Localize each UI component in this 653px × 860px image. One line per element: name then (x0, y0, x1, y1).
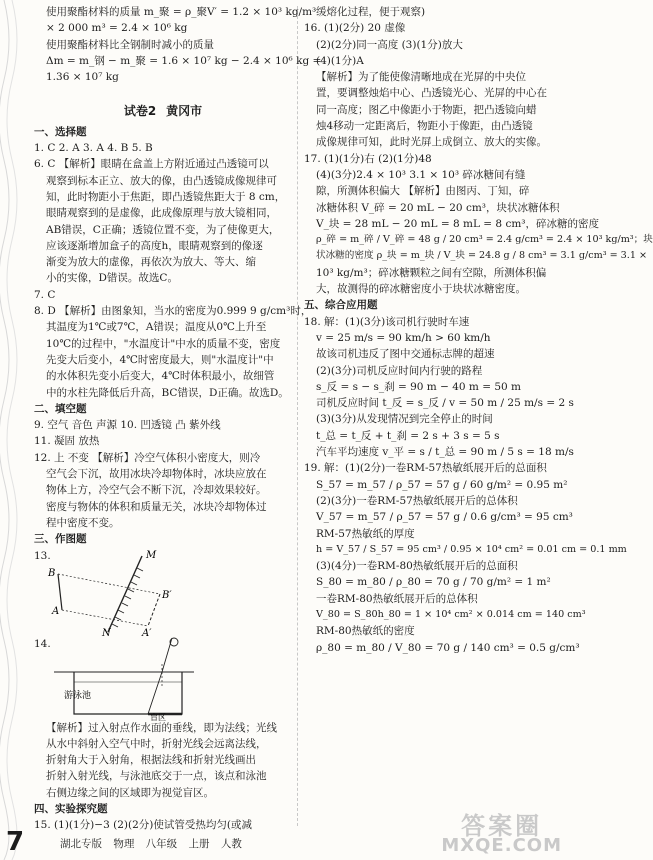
question-number: 13. (34, 549, 51, 562)
section-heading: 四、实验探究题 (34, 802, 108, 815)
question-number: 14. (34, 637, 51, 650)
answer-line: AB错误，C正确；透镜位置不变，为了使像更大， (46, 223, 280, 236)
answer-line: 程中密度不变。 (46, 516, 120, 529)
answer-line: S_57 = m_57 / ρ_57 = 57 g / 60 g/m² = 0.95 m² (316, 478, 568, 491)
intro-line: × 2 000 m³ = 2.4 × 10⁶ kg (46, 22, 188, 35)
analysis-line: 折射角大于入射角，根据法线和折射光线画出 (46, 754, 256, 767)
answer-line: 1. C 2. A 3. A 4. B 5. B (34, 142, 153, 155)
answer-line: 11. 凝固 放热 (34, 435, 100, 448)
exam-title (34, 103, 292, 119)
answer-line: s_反 = s − s_刹 = 90 m − 40 m = 50 m (316, 380, 521, 393)
answer-line: (4)(1分)A (316, 54, 364, 67)
answer-line: 成像规律可知，此时光屏上成倒立、放大的实像。 (316, 136, 547, 149)
left-column (34, 4, 322, 834)
answer-line: 应该逐渐增加盒子的高度h，眼睛观察到的像逐 (46, 239, 263, 252)
answer-line: 9. 空气 音色 声源 10. 凹透镜 凸 紫外线 (34, 419, 221, 432)
right-column (304, 4, 653, 656)
answer-line: 的水体积先变小后变大，4℃时体积最小，故细管 (46, 370, 275, 383)
section-heading: 三、作图题 (34, 533, 87, 546)
answer-line: 缓熔化过程，便于观察) (316, 6, 426, 18)
answer-line: t_总 = t_反 + t_刹 = 2 s + 3 s = 5 s (316, 429, 500, 442)
answer-line: 一卷RM-80热敏纸展开后的总体积 (316, 592, 478, 605)
answer-line: 置，要调整烛焰中心、凸透镜光心、光屏的中心在 (316, 87, 547, 100)
answer-line: 故该司机违反了图中交通标志牌的超速 (316, 348, 495, 361)
pool-diagram (34, 636, 292, 720)
figure-13 (34, 548, 292, 639)
answer-line: 知，此时物距小于焦距，即凸透镜焦距大于 8 cm， (46, 190, 286, 203)
answer-line: 先变大后变小，4℃时密度最大，则"水温度计"中 (46, 353, 274, 366)
answer-line: 16. (1)(2分) 20 虚像 (304, 22, 406, 35)
answer-line: 15. (1)(1分)−3 (2)(2分)使试管受热均匀(或减 (34, 819, 252, 832)
intro-line: 1.36 × 10⁷ kg (46, 71, 119, 84)
answer-line: 8. D 【解析】由图象知，当水的密度为0.999 9 g/cm³时， (34, 305, 312, 318)
answer-line: (3)(3分)从发现情况到完全停止的时间 (316, 413, 493, 426)
answer-line: 渐变为放大的虚像，再依次为放大、等大、缩 (46, 256, 256, 269)
answer-line: 观察到标本正立、放大的像，由凸透镜成像规律可 (46, 174, 277, 187)
answer-line: 17. (1)(1分)右 (2)(1分)48 (304, 152, 432, 165)
blind-zone-label: 盲区 (150, 712, 166, 722)
answer-line: 7. C (34, 288, 56, 301)
intro-line: 使用聚酯材料的质量 m_聚 = ρ_聚V′ = 1.2 × 10³ kg/m³ (46, 6, 317, 18)
answer-line: 物体上方，冷空气会不断下沉，冷却效果较好。 (46, 484, 267, 497)
answer-line: v = 25 m/s = 90 km/h > 60 km/h (316, 331, 491, 344)
figure-14 (34, 636, 292, 720)
answer-line: 10³ kg/m³；碎冰糖颗粒之间有空隙，所测体积偏 (316, 266, 547, 279)
column-divider (297, 6, 298, 826)
footer-meta: 湖北专版 物理 八年级 上册 人教 (60, 837, 242, 850)
answer-line: 眼睛观察到的是虚像，此成像原理与放大镜相同， (46, 207, 277, 220)
answer-line: (3)(4分)一卷RM-80热敏纸展开后的总面积 (316, 560, 518, 573)
answer-line: 12. 上 不变 【解析】冷空气体积小密度大，则冷 (34, 451, 261, 464)
answer-line: 19. 解：(1)(2分)一卷RM-57热敏纸展开后的总面积 (304, 462, 547, 475)
answer-line: 空气会下沉，故用冰块冷却物体时，冰块应放在 (46, 468, 267, 481)
watermark-title: 答案圈 (461, 812, 543, 840)
analysis-line: 右侧边缘之间的区域即为视觉盲区。 (46, 786, 214, 799)
answer-line: 司机反应时间 t_反 = s_反 / v = 50 m / 25 m/s = 2 s (316, 397, 574, 410)
answer-line: 汽车平均速度 v_平 = s / t_总 = 90 m / 5 s = 18 m/s (316, 446, 574, 459)
answer-line: S_80 = m_80 / ρ_80 = 70 g / 70 g/m² = 1 m² (316, 576, 551, 589)
answer-line: 烛4移动一定距离后，物距小于像距，由凸透镜 (316, 120, 533, 133)
mirror-diagram (34, 548, 292, 639)
section-heading: 一、选择题 (34, 125, 87, 138)
fill-answers (34, 417, 292, 531)
answer-line: ρ_80 = m_80 / V_80 = 70 g / 140 cm³ = 0.5 g/cm³ (316, 641, 580, 654)
answer-line: 中的水柱先降低后升高，BC错误，D正确。故选D。 (46, 386, 289, 399)
answer-line: V_块 = 28 mL − 20 mL = 8 mL = 8 cm³，碎冰糖的密度 (316, 217, 599, 230)
label-m: M (146, 549, 157, 561)
analysis-14 (34, 720, 292, 801)
answer-line: 冰糖体积 V_碎 = 20 mL − 20 cm³，块状冰糖体积 (316, 201, 560, 214)
page-number: 7 (6, 827, 25, 857)
answer-line: RM-80热敏纸的密度 (316, 625, 415, 638)
label-b: B (48, 567, 56, 579)
answer-line: 10℃的过程中，"水温度计"中水的质量不变，密度 (46, 337, 281, 350)
answer-line: ρ_碎 = m_碎 / V_碎 = 48 g / 20 cm³ = 2.4 g/cm³ = 2.4 × 10³ kg/m³；块 (316, 234, 653, 246)
answer-line: 【解析】为了能使像清晰地成在光屏的中央位 (316, 71, 526, 84)
page-edge-decoration (0, 0, 25, 860)
label-b-prime: B′ (162, 589, 172, 601)
answer-line: (2)(3分)司机反应时间内行驶的路程 (316, 364, 483, 377)
experiment-answers (304, 4, 653, 297)
answer-line: RM-57热敏纸的厚度 (316, 527, 415, 540)
label-a-prime: A′ (142, 627, 152, 639)
answer-line: V_57 = m_57 / ρ_57 = 57 g / 0.6 g/cm³ = 95 cm³ (316, 511, 573, 524)
watermark-url: MXQE.COM (441, 835, 562, 856)
watermark-logo (441, 812, 562, 856)
answer-line: (4)(3分)2.4 × 10³ 3.1 × 10³ 碎冰糖间有缝 (316, 168, 526, 181)
label-n: N (102, 627, 111, 639)
section-heading: 二、填空题 (34, 402, 87, 415)
intro-line: Δm = m_钢 − m_聚 = 1.6 × 10⁷ kg − 2.4 × 10⁶ kg = (46, 54, 322, 67)
choice-answers (34, 140, 312, 401)
answer-line: 大，故测得的碎冰糖密度小于块状冰糖密度。 (316, 283, 526, 296)
analysis-line: 折射入射光线，与泳池底交于一点，该点和泳池 (46, 770, 267, 783)
answer-line: (2)(2分)同一高度 (3)(1分)放大 (316, 38, 463, 51)
answer-line: 小的实像，D错误。故选C。 (46, 272, 178, 285)
label-a: A (52, 605, 60, 617)
analysis-line: 【解析】过入射点作水面的垂线，即为法线；光线 (46, 721, 277, 734)
answer-line: 其温度为1℃或7℃，A错误；温度从0℃上升至 (46, 321, 267, 334)
answer-line: 状冰糖的密度 ρ_块 = m_块 / V_块 = 24.8 g / 8 cm³ = 3.1 g/cm³ = 3.1 × (316, 250, 648, 262)
exam-label: 试卷2 (123, 104, 157, 119)
answer-line: (2)(3分)一卷RM-57热敏纸展开后的总体积 (316, 494, 518, 507)
answer-line: 18. 解：(1)(3分)该司机行驶时车速 (304, 315, 470, 328)
answer-line: V_80 = S_80h_80 = 1 × 10⁴ cm² × 0.014 cm = 140 cm³ (316, 608, 586, 620)
answer-line: 密度与物体的体积和质量无关，冰块冷却物体过 (46, 500, 267, 513)
answer-line: h = V_57 / S_57 = 95 cm³ / 0.95 × 10⁴ cm² = 0.01 cm = 0.1 mm (316, 543, 627, 555)
answer-line: 6. C 【解析】眼睛在盒盖上方附近通过凸透镜可以 (34, 158, 269, 171)
pool-label: 游泳池 (64, 690, 92, 701)
analysis-line: 从水中斜射入空气中时，折射光线会远离法线， (46, 737, 267, 750)
exam-city: 黄冈市 (166, 104, 203, 119)
intro-block (34, 4, 322, 85)
answer-line: 同一高度；图乙中像距小于物距，把凸透镜向蜡 (316, 103, 537, 116)
intro-line: 使用聚酯材料比全钢制时减小的质量 (46, 38, 214, 51)
section-heading: 五、综合应用题 (304, 299, 378, 312)
answer-line: 隙，所测体积偏大 【解析】由图丙、丁知，碎 (316, 185, 530, 198)
application-answers (304, 314, 627, 656)
